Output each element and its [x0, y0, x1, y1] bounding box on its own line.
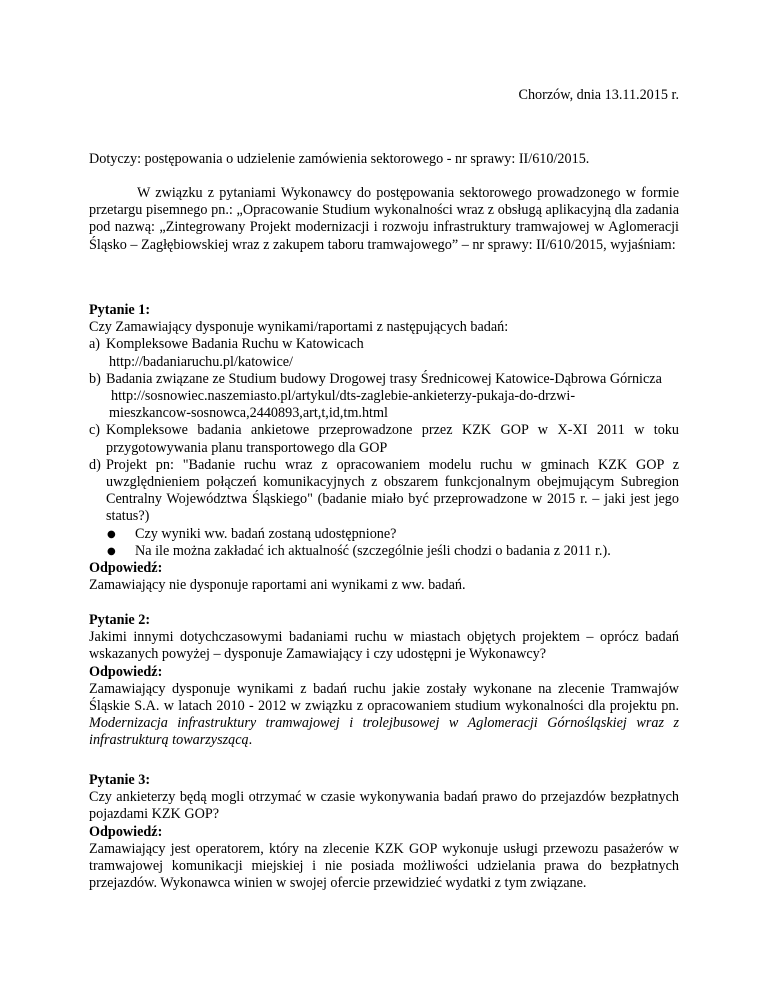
- list-item-text: Projekt pn: "Badanie ruchu wraz z opracowaniem modelu ruchu w gminach KZK GOP z uwzględnieniem połączeń komunikacyjnych z obszarem funkcjonalnym obejmującym Subregion Centralny Województwa Śląskiego" (badanie miało być przeprowadzone w 2015 r. – jaki jest jego status?): [106, 456, 679, 525]
- answer-2-heading: Odpowiedź:: [89, 663, 163, 680]
- answer-2-text-part: Zamawiający dysponuje wynikami z badań ruchu jakie zostały wykonane na zlecenie Tramwajów Śląskie S.A. w latach 2010 - 2012 w związku z opracowaniem studium wykonalności dla projektu pn.: [89, 680, 679, 715]
- list-item: [89, 336, 679, 353]
- answer-2-text: [89, 681, 679, 750]
- reference-link-continuation[interactable]: mieszkancow-sosnowca,2440893,art,t,id,tm.html: [109, 405, 388, 422]
- bullet-text: Na ile można zakładać ich aktualność (szczególnie jeśli chodzi o badania z 2011 r.).: [135, 542, 611, 559]
- list-marker: c): [89, 422, 101, 439]
- answer-2-text-end: .: [248, 732, 253, 749]
- answer-3-text: Zamawiający jest operatorem, który na zlecenie KZK GOP wykonuje usługi przewozu pasażerów w tramwajowej komunikacji miejskiej i nie posiada możliwości udzielania prawa do bezpłatnych przejazdów. Wykonawca winien w swojej ofercie przewidzieć wydatki z tym związane.: [89, 840, 679, 892]
- document-date: Chorzów, dnia 13.11.2015 r.: [518, 87, 679, 103]
- list-marker: d): [89, 456, 101, 473]
- list-item: [89, 422, 679, 456]
- list-item-text: Kompleksowe badania ankietowe przeprowadzone przez KZK GOP w X-XI 2011 w toku przygotowywania planu transportowego dla GOP: [106, 422, 679, 456]
- list-marker: b): [89, 370, 101, 387]
- answer-1-text: Zamawiający nie dysponuje raportami ani wynikami z ww. badań.: [89, 577, 466, 594]
- reference-link[interactable]: http://sosnowiec.naszemiasto.pl/artykul/dts-zaglebie-ankieterzy-pukaja-do-drzwi-: [111, 388, 576, 405]
- list-marker: a): [89, 336, 101, 353]
- question-3-section: [89, 772, 679, 892]
- bullet-text: Czy wyniki ww. badań zostaną udostępnione?: [135, 525, 397, 542]
- question-3-text: Czy ankieterzy będą mogli otrzymać w czasie wykonywania badań prawo do przejazdów bezpłatnych pojazdami KZK GOP?: [89, 789, 679, 823]
- list-item: [89, 457, 679, 526]
- bullet-icon: ●: [107, 528, 116, 540]
- question-3-heading: Pytanie 3:: [89, 772, 151, 788]
- question-1-text: Czy Zamawiający dysponuje wynikami/raportami z następujących badań:: [89, 319, 509, 336]
- list-item: [89, 371, 679, 388]
- question-1-section: [89, 302, 679, 594]
- answer-3-heading: Odpowiedź:: [89, 823, 163, 840]
- answer-1-heading: Odpowiedź:: [89, 560, 163, 577]
- list-item-text: Badania związane ze Studium budowy Drogowej trasy Średnicowej Katowice-Dąbrowa Górnicza: [106, 370, 662, 387]
- document-subject: Dotyczy: postępowania o udzielenie zamówienia sektorowego - nr sprawy: II/610/2015.: [89, 151, 590, 167]
- project-name: Modernizacja infrastruktury tramwajowej i trolejbusowej w Aglomeracji Górnośląskiej wraz z infrastrukturą towarzyszącą: [89, 715, 679, 749]
- reference-link[interactable]: http://badaniaruchu.pl/katowice/: [109, 353, 293, 370]
- bullet-item: [89, 526, 679, 543]
- list-item-text: Kompleksowe Badania Ruchu w Katowicach: [106, 336, 364, 353]
- bullet-icon: ●: [107, 545, 116, 557]
- question-2-text: Jakimi innymi dotychczasowymi badaniami ruchu w miastach objętych projektem – oprócz badań wskazanych powyżej – dysponuje Zamawiający i czy udostępni je Wykonawcy?: [89, 629, 679, 663]
- question-2-heading: Pytanie 2:: [89, 612, 151, 628]
- intro-paragraph: W związku z pytaniami Wykonawcy do postępowania sektorowego prowadzonego w formie przetargu pisemnego pn.: „Opracowanie Studium wykonalności wraz z obsługą aplikacyjną dla zadania pod nazwą: „Zintegrowany Projekt modernizacji i rozwoju infrastruktury tramwajowej w Aglomeracji Śląsko – Zagłębiowskiej wraz z zakupem taboru tramwajowego” – nr sprawy: II/610/2015, wyjaśniam:: [89, 185, 679, 253]
- bullet-item: [89, 543, 679, 560]
- question-2-section: [89, 612, 679, 750]
- question-1-heading: Pytanie 1:: [89, 302, 151, 318]
